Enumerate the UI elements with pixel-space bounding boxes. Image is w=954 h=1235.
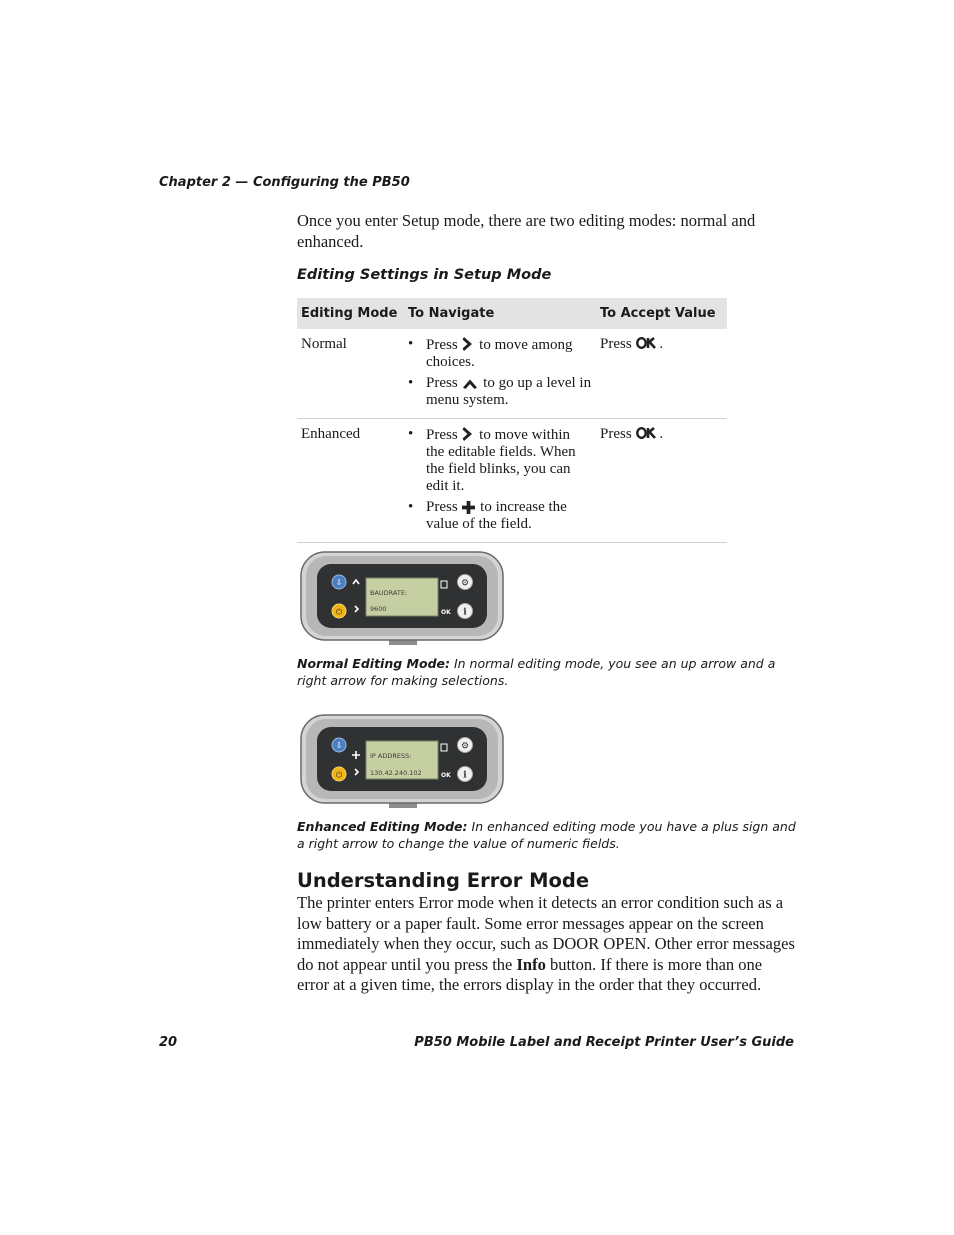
right-arrow-icon xyxy=(462,426,474,442)
chapter-header: Chapter 2 — Configuring the PB50 xyxy=(159,175,410,190)
figure-caption-normal xyxy=(297,655,797,689)
mode-cell: Normal xyxy=(297,329,404,419)
column-header: To Navigate xyxy=(404,298,596,329)
figure-caption-enhanced xyxy=(297,818,797,852)
nav-text: to go up a level in menu system. xyxy=(426,375,592,408)
table-row xyxy=(297,419,727,543)
period-text: . xyxy=(659,426,664,442)
table-title: Editing Settings in Setup Mode xyxy=(297,267,552,283)
table-header-row xyxy=(297,298,727,329)
caption-text: In enhanced editing mode you have a plus sign and a right arrow to change the value of numeric fields. xyxy=(297,819,796,851)
settings-table-wrapper xyxy=(297,298,727,543)
right-arrow-icon xyxy=(462,336,474,352)
lcd-line-2: 9600 xyxy=(370,605,387,613)
intro-paragraph: Once you enter Setup mode, there are two editing modes: normal and enhanced. xyxy=(297,211,756,251)
period-text: . xyxy=(659,336,664,352)
lcd-line-1: BAUDRATE: xyxy=(370,589,408,597)
printer-display-normal xyxy=(299,550,505,646)
paragraph-text: button. If there is more than one error at a given time, the errors display in the order that they occurred. xyxy=(297,954,763,994)
caption-bold: Enhanced Editing Mode: xyxy=(297,819,468,834)
accept-cell xyxy=(596,419,727,543)
press-text: Press xyxy=(426,375,458,391)
lcd-line-1: IP ADDRESS: xyxy=(370,752,412,760)
navigate-cell xyxy=(404,419,596,543)
section-paragraph xyxy=(297,893,797,996)
ok-icon xyxy=(636,337,658,349)
gear-icon: ⚙ xyxy=(460,578,470,589)
press-text: Press xyxy=(600,426,632,442)
nav-text: to move among choices. xyxy=(426,337,573,370)
paragraph-text: The printer enters Error mode when it detects an error condition such as a low battery or a paper fault. Some error messages appear on the screen immediately when they occur, such as DOOR OPEN. Other error messages do not appear until you press the xyxy=(297,893,795,974)
column-header: Editing Mode xyxy=(297,298,404,329)
list-item xyxy=(408,499,592,533)
ok-label-icon: OK xyxy=(441,772,451,779)
info-icon: i xyxy=(463,607,467,618)
info-icon: i xyxy=(463,770,467,781)
list-item xyxy=(408,426,592,495)
info-keyword: Info xyxy=(516,954,546,974)
nav-text: to increase the value of the field. xyxy=(426,499,567,532)
gear-icon: ⚙ xyxy=(460,741,470,752)
printer-display-enhanced xyxy=(299,713,505,809)
plus-icon xyxy=(462,501,475,514)
mode-cell: Enhanced xyxy=(297,419,404,543)
feed-icon: ⇩ xyxy=(335,741,343,750)
caption-bold: Normal Editing Mode: xyxy=(297,656,450,671)
guide-title: PB50 Mobile Label and Receipt Printer User’s Guide xyxy=(414,1035,794,1050)
press-text: Press xyxy=(426,427,458,443)
ok-label-icon: OK xyxy=(441,609,451,616)
accept-cell xyxy=(596,329,727,419)
page-number: 20 xyxy=(159,1035,178,1050)
lcd-line-2: 130.42.240.102 xyxy=(370,769,422,777)
power-icon: ⏻ xyxy=(335,770,343,780)
power-icon: ⏻ xyxy=(335,607,343,617)
section-heading: Understanding Error Mode xyxy=(297,869,590,892)
up-arrow-icon xyxy=(462,377,478,390)
feed-icon: ⇩ xyxy=(335,578,343,587)
navigate-cell xyxy=(404,329,596,419)
press-text: Press xyxy=(426,499,458,515)
nav-text: to move within the editable fields. When the field blinks, you can edit it. xyxy=(426,427,576,494)
column-header: To Accept Value xyxy=(596,298,727,329)
caption-text: In normal editing mode, you see an up arrow and a right arrow for making selections. xyxy=(297,656,776,688)
list-item xyxy=(408,375,592,409)
press-text: Press xyxy=(426,337,458,353)
press-text: Press xyxy=(600,336,632,352)
settings-table xyxy=(297,298,727,543)
table-row xyxy=(297,329,727,419)
ok-icon xyxy=(636,427,658,439)
list-item xyxy=(408,336,592,371)
